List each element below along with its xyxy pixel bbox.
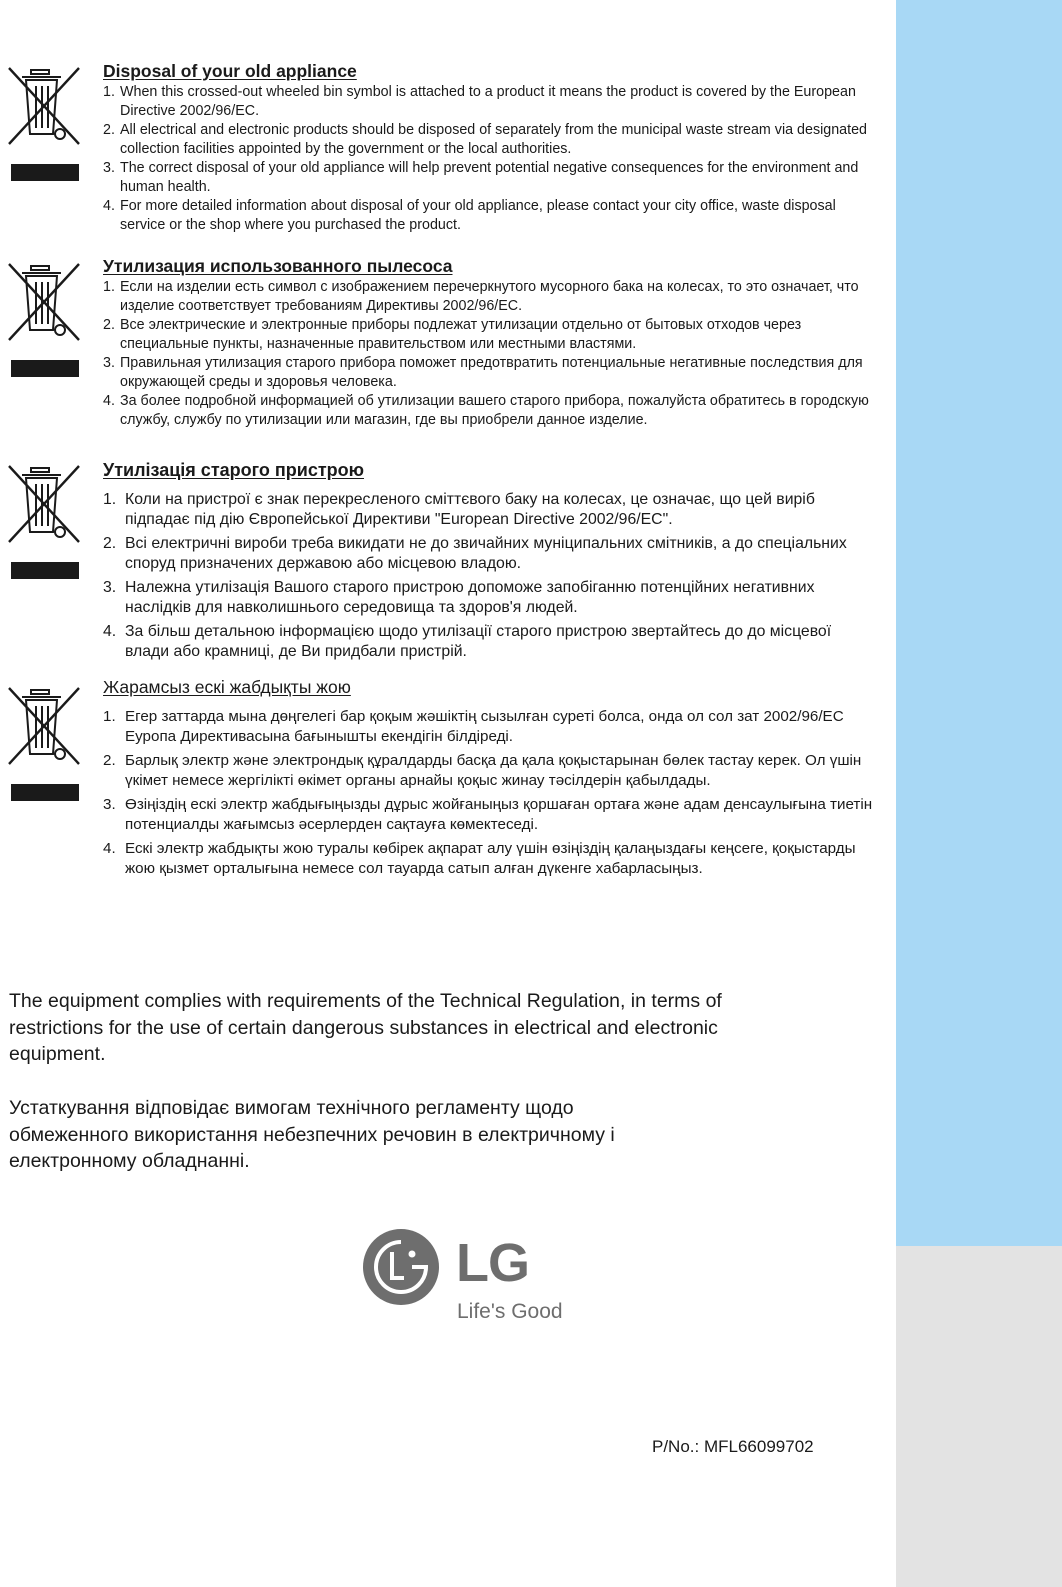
lg-face-icon <box>362 1228 440 1306</box>
list-item: 1. Если на изделии есть символ с изображением перечеркнутого мусорного бака на колесах, то это означает, что изделие соответствует требованиям Директивы 2002/96/EC. <box>103 279 859 314</box>
section-title: Disposal of your old appliance <box>103 61 357 81</box>
brand-tagline: Life's Good <box>457 1300 563 1323</box>
list-item: 1. Коли на пристрої є знак перекресленого сміттєвого баку на колесах, це означає, що цей виріб підпадає під дію Європейської Директиви "European Directive 2002/96/EC". <box>103 491 815 528</box>
list-item: 2. All electrical and electronic products should be disposed of separately from the municipal waste stream via designated collection facilities appointed by the government or the local authorities. <box>103 122 868 157</box>
side-strip-gray <box>896 1246 1062 1587</box>
brand-name: LG <box>456 1233 529 1293</box>
compliance-paragraph-uk: Устаткування відповідає вимогам технічного регламенту щодо обмеженного використання небезпечних речовин в електричному і електронному обладнанні. <box>9 1097 615 1172</box>
list-item: 2. Все электрические и электронные приборы подлежат утилизации отдельно от бытовых отходов через специальные пункты, назначенные правительством или местными властями. <box>103 317 802 352</box>
part-number: P/No.: MFL66099702 <box>652 1437 814 1456</box>
crossed-bin-icon <box>5 260 83 377</box>
crossed-bin-icon <box>5 462 83 579</box>
lg-logo <box>362 1228 592 1328</box>
list-item: 3. Өзіңіздің ескі электр жабдығыңызды дұрыс жойғаныңыз қоршаған ортаға және адам денсаулығына тиетін потенциалды жағымсыз әсерлерден сақтауға көмектеседі. <box>103 796 873 833</box>
list-item: 1. Егер заттарда мына дөңгелегі бар қоқым жәшіктің сызылған суреті болса, онда ол сол зат 2002/96/EC Еуропа Директивасына бағынышты екендігін білдіреді. <box>103 708 844 745</box>
compliance-paragraph-en: The equipment complies with requirements of the Technical Regulation, in terms of restrictions for the use of certain dangerous substances in electrical and electronic equipment. <box>9 990 722 1065</box>
side-strip-blue <box>896 0 1062 1246</box>
list-item: 4. За більш детальною інформацією щодо утилізації старого пристрою звертайтесь до до місцевої влади або крамниці, де Ви придбали пристрій. <box>103 623 832 660</box>
list-item: 4. Ескі электр жабдықты жою туралы көбірек ақпарат алу үшін өзіңіздің қалаңыздағы кеңсеге, қоқыстарды жою қызмет орталығына немесе сол тауарда сатып алған дүкенге хабарласыңыз. <box>103 840 856 877</box>
list-item: 3. Належна утилізація Вашого старого пристрою допоможе запобіганню потенційних негативних наслідків для навколишнього середовища та здоров'я людей. <box>103 579 815 616</box>
disposal-section-uk <box>103 460 873 666</box>
crossed-bin-icon <box>5 64 83 181</box>
list-item: 3. Правильная утилизация старого прибора поможет предотвратить потенциальные негативные последствия для окружающей среды и здоровья человека. <box>103 355 863 390</box>
list-item: 4. For more detailed information about disposal of your old appliance, please contact your city office, waste disposal service or the shop where you purchased the product. <box>103 198 836 233</box>
disposal-section-kk <box>103 677 873 883</box>
section-title: Утилізація старого пристрою <box>103 460 365 480</box>
section-title: Утилизация использованного пылесоса <box>103 256 453 276</box>
list-item: 4. За более подробной информацией об утилизации вашего старого прибора, пожалуйста обратитесь в городскую службу, службу по утилизации или магазин, где вы приобрели данное изделие. <box>103 393 869 428</box>
disposal-section-ru <box>103 256 873 430</box>
list-item: 2. Барлық электр және электрондық құралдарды басқа да қала қоқыстарынан бөлек тастау керек. Ол үшін үкімет немесе жергілікті өкімет органы арнайы қоқыс жинау тәсілдерін қабылдады. <box>103 752 862 789</box>
list-item: 3. The correct disposal of your old appliance will help prevent potential negative consequences for the environment and human health. <box>103 160 859 195</box>
crossed-bin-icon <box>5 684 83 801</box>
list-item: 1. When this crossed-out wheeled bin symbol is attached to a product it means the product is covered by the European Directive 2002/96/EC. <box>103 84 856 119</box>
disposal-section-en <box>103 61 873 235</box>
list-item: 2. Всі електричні вироби треба викидати не до звичайних муніципальних смітників, а до спеціальних споруд призначених державою або місцевою владою. <box>103 535 847 572</box>
section-title: Жарамсыз ескі жабдықты жою <box>103 677 351 697</box>
